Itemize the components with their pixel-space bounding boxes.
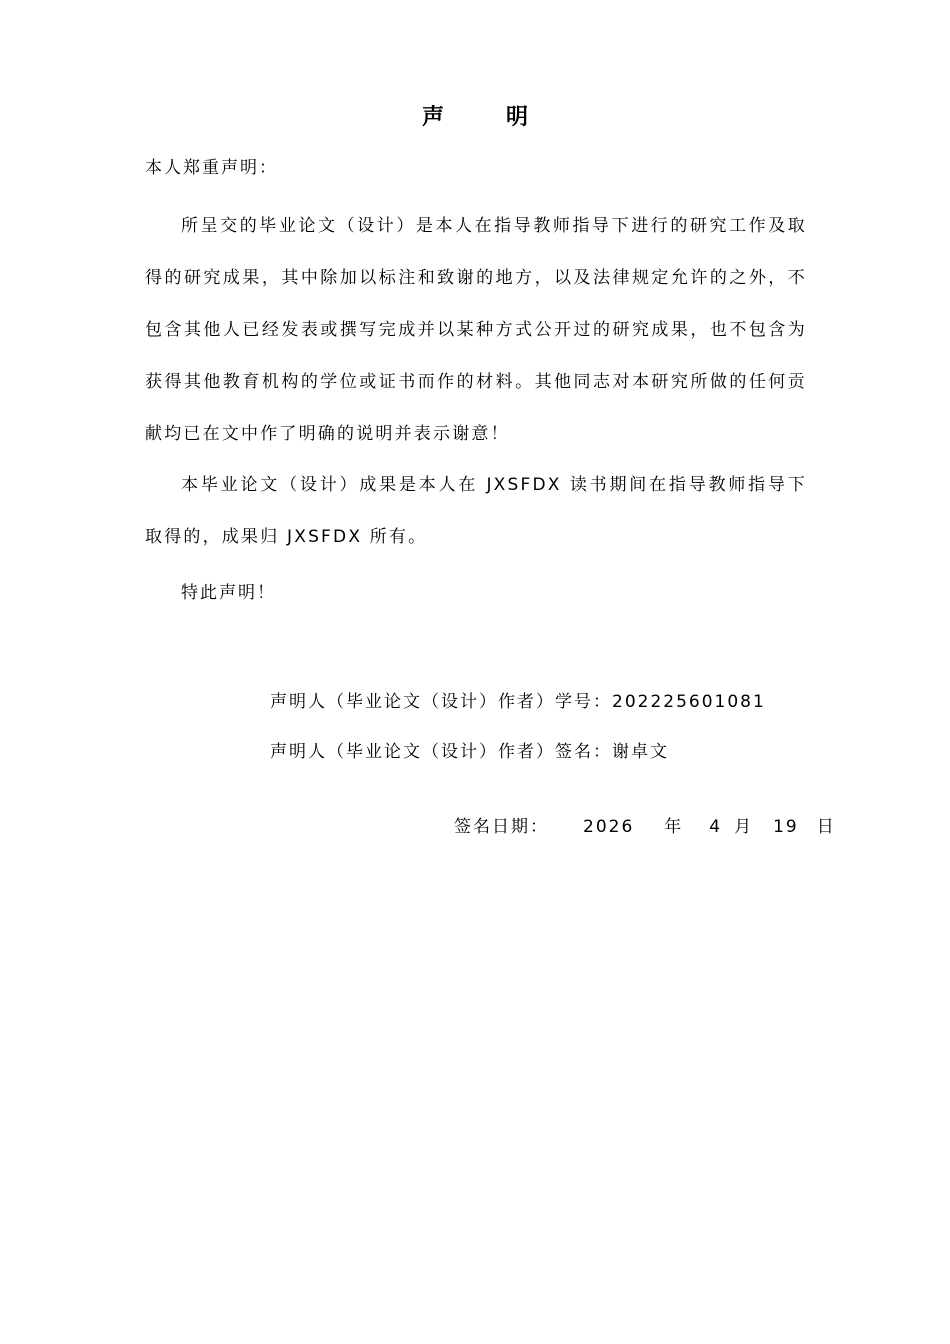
- date-day: 19: [773, 817, 799, 837]
- date-day-unit: 日: [816, 817, 836, 837]
- student-id-line: 声明人（毕业论文（设计）作者）学号：202225601081: [270, 692, 766, 712]
- date-month: 4: [709, 817, 723, 837]
- signature-line: 声明人（毕业论文（设计）作者）签名：谢卓文: [270, 742, 669, 762]
- date-year: 2026: [583, 817, 635, 837]
- date-year-unit: 年: [664, 817, 684, 837]
- intro-text: 本人郑重声明：: [145, 158, 278, 178]
- page-title: [0, 100, 950, 131]
- title-char-right: 明: [506, 105, 529, 130]
- declaration-paragraph-2: 本毕业论文（设计）成果是本人在 JXSFDX 读书期间在指导教师指导下取得的，成果归 JXSFDX 所有。: [145, 475, 807, 547]
- declaration-paragraph-3: 特此声明！: [181, 583, 276, 603]
- date-label: 签名日期：: [454, 817, 549, 837]
- title-char-left: 声: [421, 105, 444, 130]
- signature-date-line: [454, 815, 836, 839]
- declaration-paragraph-1: 所呈交的毕业论文（设计）是本人在指导教师指导下进行的研究工作及取得的研究成果，其中除加以标注和致谢的地方，以及法律规定允许的之外，不包含其他人已经发表或撰写完成并以某种方式公开过的研究成果，也不包含为获得其他教育机构的学位或证书而作的材料。其他同志对本研究所做的任何贡献均已在文中作了明确的说明并表示谢意！: [145, 216, 807, 444]
- date-month-unit: 月: [734, 817, 754, 837]
